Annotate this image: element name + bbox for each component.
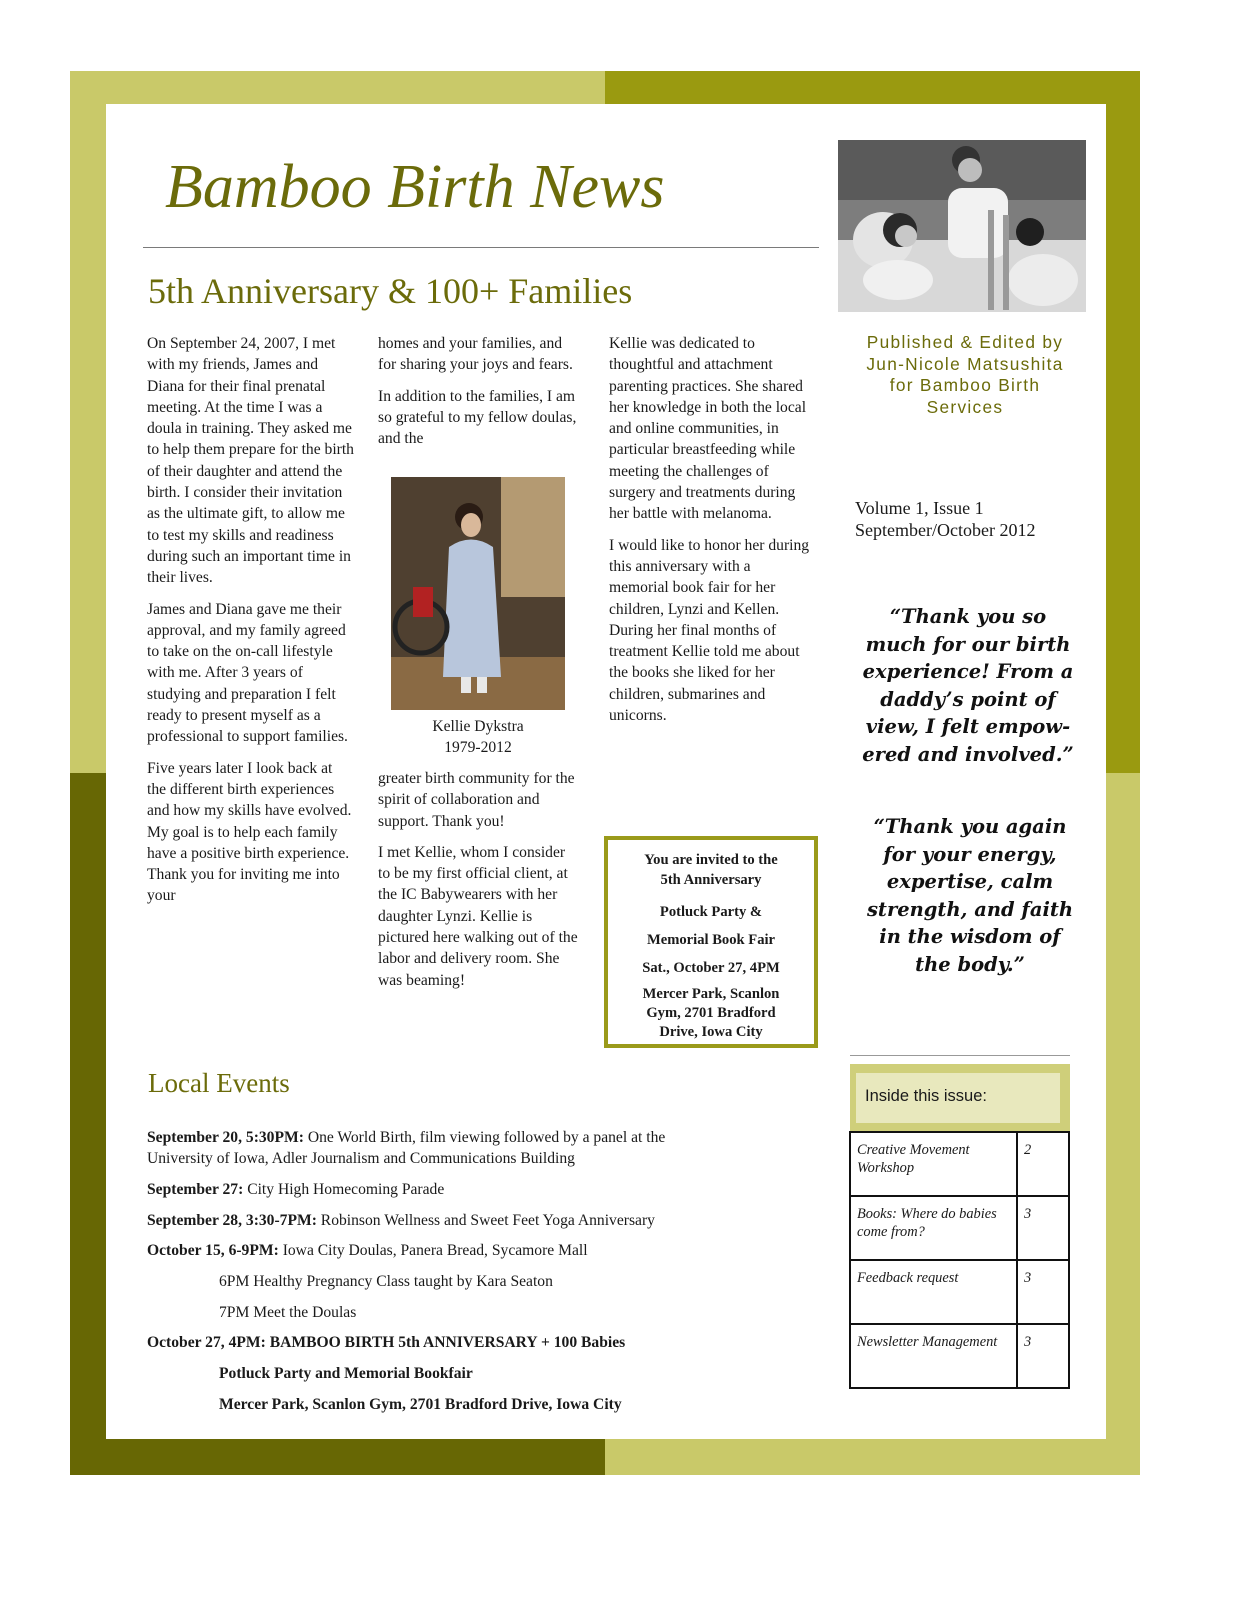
event-item — [147, 1210, 655, 1231]
invite-line: Memorial Book Fair — [646, 932, 776, 948]
event-date: October 15, 6-9PM: — [147, 1242, 279, 1259]
event-subitem — [219, 1394, 622, 1415]
publisher-line: for Bamboo Birth — [889, 375, 1041, 395]
article-paragraph: I would like to honor her during this anniversary with a memorial book fair for her children, Lynzi and Kellen. During her final months of treatment Kellie told me about the books she liked for her children, submarines and unicorns. — [609, 536, 810, 725]
event-text: Mercer Park, Scanlon Gym, 2701 Bradford Drive, Iowa City — [219, 1396, 622, 1413]
quote-line: much for our birth — [865, 632, 1071, 656]
quote-line: “Thank you so — [889, 605, 1047, 628]
invite-line: Drive, Iowa City — [659, 1024, 763, 1040]
toc-title[interactable]: Creative Movement Workshop — [850, 1132, 1017, 1196]
event-item — [147, 1179, 444, 1200]
publisher-line: Jun-Nicole Matsushita — [866, 353, 1064, 374]
event-subitem: 7PM Meet the Doulas — [219, 1304, 357, 1321]
event-subitem: 6PM Healthy Pregnancy Class taught by Kara Seaton — [219, 1273, 553, 1290]
family-photo — [838, 140, 1086, 312]
toc-page: 3 — [1017, 1260, 1069, 1324]
kellie-photo-caption — [378, 716, 578, 758]
article-headline: 5th Anniversary & 100+ Families — [148, 271, 633, 311]
event-subitem — [219, 1363, 473, 1384]
quote-line: view, I felt empow- — [865, 715, 1071, 738]
event-text: City High Homecoming Parade — [243, 1181, 445, 1198]
invite-line: 5th Anniversary — [660, 872, 762, 888]
event-date: September 20, 5:30PM: — [147, 1129, 304, 1146]
toc-title[interactable]: Newsletter Management — [850, 1324, 1017, 1388]
quote-line: the body.” — [915, 952, 1025, 976]
toc-table — [849, 1131, 1070, 1389]
article-column-3 — [609, 333, 814, 736]
article-column-2-bottom — [378, 768, 578, 1001]
publisher-credit — [838, 332, 1092, 418]
quote-line: “Thank you again — [873, 815, 1067, 838]
article-paragraph: homes and your families, and for sharing your joys and fears. — [378, 335, 573, 374]
toc-page: 2 — [1017, 1132, 1069, 1196]
quote-line: experience! From a — [862, 660, 1074, 683]
quote-line: in the wisdom of — [879, 925, 1061, 948]
volume-label: Volume 1, Issue 1 — [855, 498, 984, 518]
toc-rule — [850, 1055, 1070, 1056]
article-paragraph: James and Diana gave me their approval, and my family agreed to take on the on-call lifestyle with me. After 3 years of studying and preparation I felt ready to present myself as a professional to support families. — [147, 600, 348, 746]
publisher-line: Services — [926, 396, 1004, 417]
toc-heading: Inside this issue: — [865, 1087, 987, 1105]
toc-title[interactable]: Feedback request — [850, 1260, 1017, 1324]
toc-page: 3 — [1017, 1324, 1069, 1388]
quote-line: expertise, calm — [886, 870, 1054, 893]
article-column-2-top — [378, 333, 583, 459]
invite-line: You are invited to the — [644, 852, 778, 868]
event-date: September 27: — [147, 1181, 244, 1198]
invite-line: Gym, 2701 Bradford — [646, 1005, 776, 1021]
toc-page: 3 — [1017, 1196, 1069, 1260]
event-text: One World Birth, film viewing followed by a panel at the — [303, 1129, 666, 1146]
events-heading: Local Events — [148, 1068, 290, 1098]
anniversary-invitation — [604, 836, 818, 1048]
issue-info — [855, 497, 1035, 541]
kellie-photo — [391, 477, 565, 710]
article-paragraph: In addition to the families, I am so grateful to my fellow doulas, and the — [378, 387, 577, 448]
invite-line: Potluck Party & — [659, 904, 763, 920]
event-date: October 27, 4PM: BAMBOO BIRTH 5th ANNIVERSARY + 100 Babies — [147, 1334, 626, 1351]
event-text: Iowa City Doulas, Panera Bread, Sycamore Mall — [278, 1242, 588, 1259]
article-column-1 — [147, 333, 354, 917]
toc-title[interactable]: Books: Where do babies come from? — [850, 1196, 1017, 1260]
event-item — [147, 1332, 625, 1353]
caption-years: 1979-2012 — [444, 739, 512, 756]
publisher-line: Published & Edited by — [866, 332, 1064, 352]
invite-line: Mercer Park, Scanlon — [642, 986, 780, 1002]
event-text: Robinson Wellness and Sweet Feet Yoga Anniversary — [316, 1212, 655, 1229]
event-date: September 28, 3:30-7PM: — [147, 1212, 317, 1229]
toc-header-inner — [856, 1073, 1060, 1123]
event-text: Potluck Party and Memorial Bookfair — [219, 1365, 473, 1382]
quote-line: for your energy, — [883, 842, 1057, 866]
newsletter-title: Bamboo Birth News — [165, 153, 665, 221]
toc-row[interactable] — [850, 1324, 1069, 1388]
article-paragraph: Five years later I look back at the different birth experiences and how my skills have evolved. My goal is to help each family have a positive birth experience. Thank you for inviting me into your — [147, 759, 352, 905]
quote-line: strength, and faith — [866, 897, 1074, 921]
quote-line: ered and involved.” — [862, 742, 1074, 766]
caption-name: Kellie Dykstra — [432, 718, 524, 735]
issue-date: September/October 2012 — [855, 520, 1036, 540]
event-item-continued: University of Iowa, Adler Journalism and Communications Building — [147, 1150, 575, 1167]
quote-line: daddy’s point of — [880, 687, 1056, 711]
article-paragraph: I met Kellie, whom I consider to be my first official client, at the IC Babywearers with her daughter Lynzi. Kellie is pictured here walking out of the labor and delivery room. She was beaming! — [378, 843, 578, 989]
article-paragraph: Kellie was dedicated to thoughtful and attachment parenting practices. She shared her knowledge in both the local and online communities, in particular breastfeeding while meeting the challenges of surgery and treatments during her battle with melanoma. — [609, 335, 807, 523]
article-paragraph: On September 24, 2007, I met with my friends, James and Diana for their final prenatal meeting. At the time I was a doula in training. They asked me to help them prepare for the birth of their daughter and attend the birth. I consider their invitation as the ultimate gift, to allow me to test my skills and readiness during such an important time in their lives. — [147, 335, 354, 587]
testimonial-quote-2 — [845, 813, 1095, 978]
masthead-rule — [143, 247, 819, 248]
toc-row[interactable] — [850, 1260, 1069, 1324]
invite-line: Sat., October 27, 4PM — [642, 960, 780, 976]
event-item — [147, 1127, 665, 1148]
article-paragraph: greater birth community for the spirit of collaboration and support. Thank you! — [378, 770, 575, 830]
toc-row[interactable] — [850, 1132, 1069, 1196]
toc-row[interactable] — [850, 1196, 1069, 1260]
event-item — [147, 1240, 588, 1261]
testimonial-quote-1 — [843, 603, 1093, 768]
